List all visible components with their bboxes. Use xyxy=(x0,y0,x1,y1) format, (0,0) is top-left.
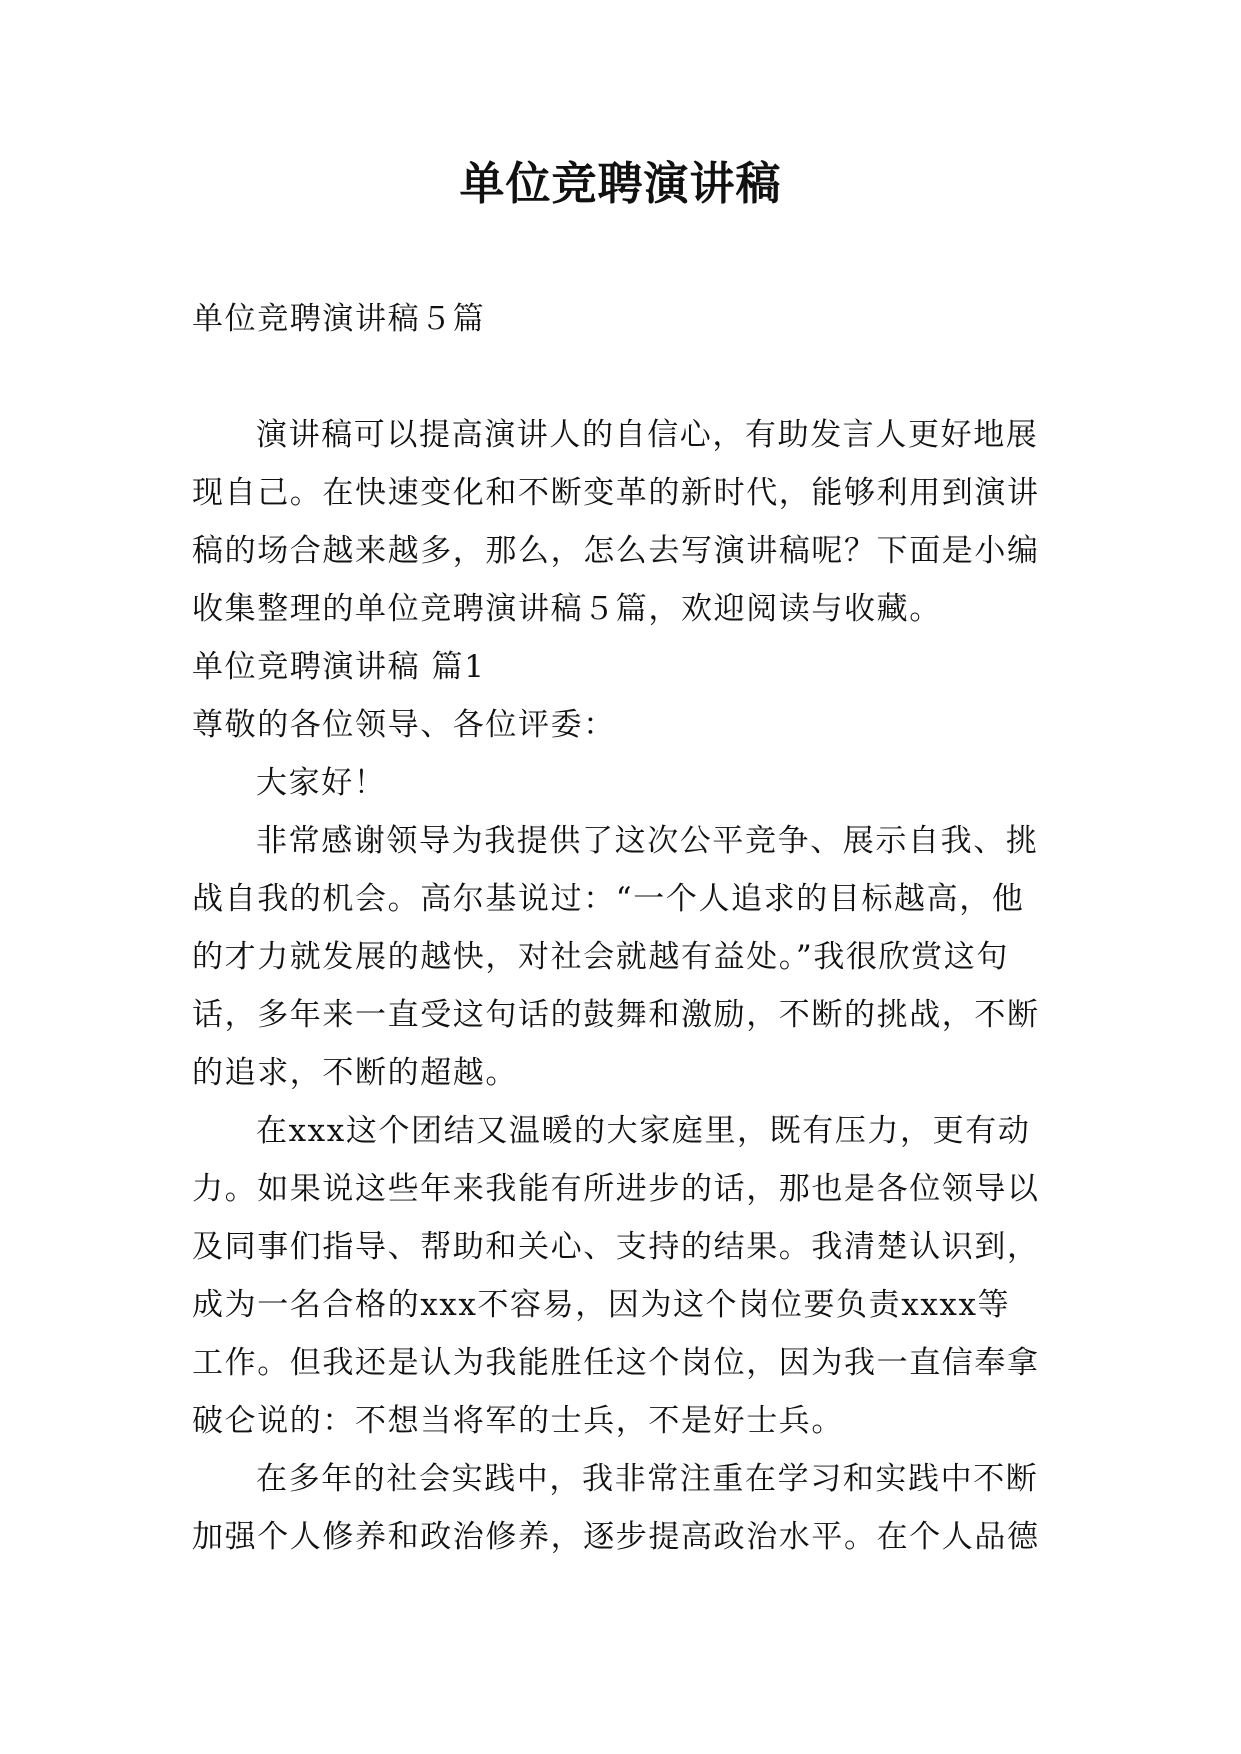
blank-line xyxy=(192,348,1072,406)
paragraph-2-line: 工作。但我还是认为我能胜任这个岗位，因为我一直信奉拿 xyxy=(192,1345,1040,1381)
paragraph-1-line: 战自我的机会。高尔基说过：“一个人追求的目标越高，他 xyxy=(192,881,1025,917)
section-heading: 单位竞聘演讲稿 篇1 xyxy=(192,649,486,685)
document-body xyxy=(192,290,1072,1566)
paragraph-2-line: 成为一名合格的xxx不容易，因为这个岗位要负责xxxx等 xyxy=(192,1287,1011,1323)
paragraph-2-line: 在xxx这个团结又温暖的大家庭里，既有压力，更有动 xyxy=(256,1113,1031,1149)
paragraph-1-line: 话，多年来一直受这句话的鼓舞和激励，不断的挑战，不断 xyxy=(192,997,1040,1033)
document-title: 单位竞聘演讲稿 xyxy=(459,157,782,210)
paragraph-2-line: 破仑说的：不想当将军的士兵，不是好士兵。 xyxy=(192,1403,844,1439)
paragraph-1-line: 的才力就发展的越快，对社会就越有益处。”我很欣赏这句 xyxy=(192,939,1009,975)
paragraph-3-line: 加强个人修养和政治修养，逐步提高政治水平。在个人品德 xyxy=(192,1519,1040,1555)
salutation: 尊敬的各位领导、各位评委： xyxy=(192,707,616,743)
document-subtitle: 单位竞聘演讲稿５篇 xyxy=(192,301,486,337)
greeting: 大家好！ xyxy=(256,765,387,801)
paragraph-1-line: 的追求，不断的超越。 xyxy=(192,1055,518,1091)
paragraph-2-line: 及同事们指导、帮助和关心、支持的结果。我清楚认识到， xyxy=(192,1229,1040,1265)
paragraph-3-line: 在多年的社会实践中，我非常注重在学习和实践中不断 xyxy=(256,1461,1039,1497)
paragraph-2-line: 力。如果说这些年来我能有所进步的话，那也是各位领导以 xyxy=(192,1171,1040,1207)
intro-line: 收集整理的单位竞聘演讲稿５篇，欢迎阅读与收藏。 xyxy=(192,591,942,627)
intro-line: 稿的场合越来越多，那么，怎么去写演讲稿呢？下面是小编 xyxy=(192,533,1040,569)
intro-line: 演讲稿可以提高演讲人的自信心，有助发言人更好地展 xyxy=(256,417,1039,453)
paragraph-1-line: 非常感谢领导为我提供了这次公平竞争、展示自我、挑 xyxy=(256,823,1039,859)
intro-line: 现自己。在快速变化和不断变革的新时代，能够利用到演讲 xyxy=(192,475,1040,511)
